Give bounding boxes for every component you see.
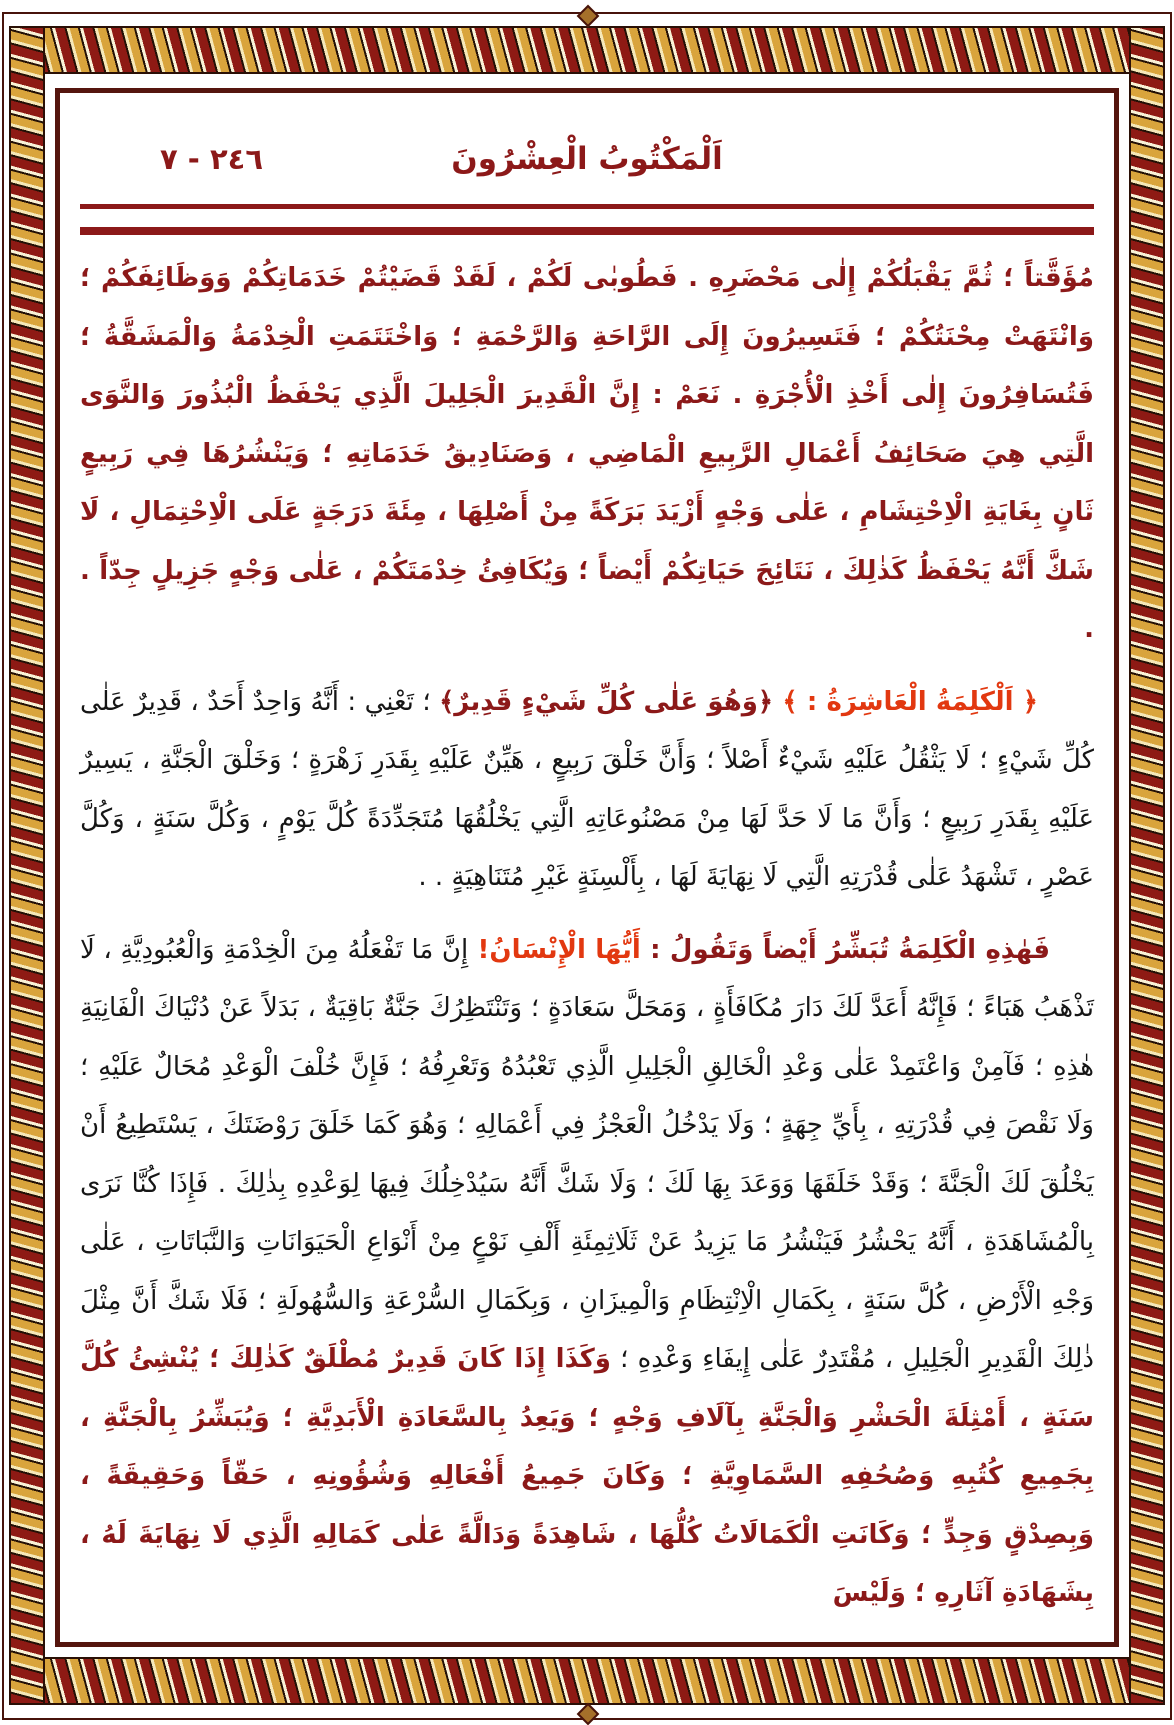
- paragraph: [80, 921, 1094, 1623]
- paragraph: [80, 673, 1094, 907]
- ornamental-border-right: [1129, 26, 1165, 1705]
- diamond-ornament-top: [577, 5, 600, 28]
- text-segment: فَهٰذِهِ الْكَلِمَةُ تُبَشِّرُ أَيْضاً وَتَقُولُ :: [640, 934, 1050, 965]
- text-segment: ﴿وَهُوَ عَلٰى كُلِّ شَيْءٍ قَدِيرٌ﴾: [439, 686, 774, 717]
- ornamental-border-left: [9, 26, 45, 1705]
- text-segment: ﴿ اَلْكَلِمَةُ الْعَاشِرَةُ : ﴾: [773, 686, 1038, 717]
- paragraph: [80, 249, 1094, 659]
- ornamental-border-top: [9, 26, 1165, 74]
- text-segment: إِنَّ مَا تَفْعَلُهُ مِنَ الْخِدْمَةِ وَالْعُبُودِيَّةِ ، لَا تَذْهَبُ هَبَاءً ؛ فَإِنَّهُ أَعَدَّ لَكَ دَارَ مُكَافَأَةٍ ، وَمَحَلَّ سَعَادَةٍ ؛ وَتَنْتَظِرُكَ جَنَّةٌ بَاقِيَةٌ ، بَدَلاً عَنْ دُنْيَاكَ الْفَانِيَةِ هٰذِهِ ؛ فَآمِنْ وَاعْتَمِدْ عَلٰى وَعْدِ الْخَالِقِ الْجَلِيلِ الَّذِي تَعْبُدُهُ وَتَعْرِفُهُ ؛ فَإِنَّ خُلْفَ الْوَعْدِ مُحَالٌ عَلَيْهِ ؛ وَلَا نَقْصَ فِي قُدْرَتِهِ ، بِأَيِّ جِهَةٍ ؛ وَلَا يَدْخُلُ الْعَجْزُ فِي أَعْمَالِهِ ؛ وَهُوَ كَمَا خَلَقَ رَوْضَتَكَ ، يَسْتَطِيعُ أَنْ يَخْلُقَ لَكَ الْجَنَّةَ ؛ وَقَدْ خَلَقَهَا وَوَعَدَ بِهَا لَكَ ؛ وَلَا شَكَّ أَنَّهُ سَيُدْخِلُكَ فِيهَا لِوَعْدِهِ بِذٰلِكَ . فَإِذَا كُنَّا نَرَى بِالْمُشَاهَدَةِ ، أَنَّهُ يَحْشُرُ فَيَنْشُرُ مَا يَزِيدُ عَنْ ثَلَاثِمِئَةِ أَلْفِ نَوْعٍ مِنْ أَنْوَاعِ الْحَيَوَانَاتِ وَالنَّبَاتَاتِ ، عَلٰى وَجْهِ الْأَرْضِ ، كُلَّ سَنَةٍ ، بِكَمَالِ الْاِنْتِظَامِ وَالْمِيزَانِ ، وَبِكَمَالِ السُّرْعَةِ وَالسُّهُولَةِ ؛ فَلَا شَكَّ أَنَّ مِثْلَ ذٰلِكَ الْقَدِيرِ الْجَلِيلِ ، مُقْتَدِرٌ عَلٰى إِيفَاءِ وَعْدِهِ ؛: [80, 934, 1094, 1374]
- page-content: [80, 100, 1094, 1635]
- text-segment: ؛ تَعْنِي : أَنَّهُ وَاحِدٌ أَحَدٌ ، قَدِيرٌ عَلٰى كُلِّ شَيْءٍ ؛ لَا يَثْقُلُ عَلَيْهِ شَيْءٌ أَصْلاً ؛ وَأَنَّ خَلْقَ رَبِيعٍ ، هَيِّنٌ عَلَيْهِ بِقَدَرِ زَهْرَةٍ ؛ وَخَلْقَ الْجَنَّةِ ، يَسِيرٌ عَلَيْهِ بِقَدَرِ رَبِيعٍ ؛ وَأَنَّ مَا لَا حَدَّ لَهَا مِنْ مَصْنُوعَاتِهِ الَّتِي يَخْلُقُهَا مُتَجَدِّدَةً كُلَّ يَوْمٍ ، وَكُلَّ سَنَةٍ ، وَكُلَّ عَصْرٍ ، تَشْهَدُ عَلٰى قُدْرَتِهِ الَّتِي لَا نِهَايَةَ لَهَا ، بِأَلْسِنَةٍ غَيْرِ مُتَنَاهِيَةٍ . .: [80, 686, 1094, 892]
- ornamental-border-bottom: [9, 1657, 1165, 1705]
- diamond-ornament-bottom: [577, 1703, 600, 1725]
- text-segment: مُؤَقَّتاً ؛ ثُمَّ يَقْبَلُكُمْ إِلٰى مَحْضَرِهِ . فَطُوبٰى لَكُمْ ، لَقَدْ قَضَيْتُمْ خَدَمَاتِكُمْ وَوَظَائِفَكُمْ ؛ وَانْتَهَتْ مِحْنَتُكُمْ ؛ فَتَسِيرُونَ إِلَى الرَّاحَةِ وَالرَّحْمَةِ ؛ وَاخْتَتَمَتِ الْخِدْمَةُ وَالْمَشَقَّةُ ؛ فَتُسَافِرُونَ إِلٰى أَخْذِ الْأُجْرَةِ . نَعَمْ : إِنَّ الْقَدِيرَ الْجَلِيلَ الَّذِي يَحْفَظُ الْبُذُورَ وَالنَّوَى الَّتِي هِيَ صَحَائِفُ أَعْمَالِ الرَّبِيعِ الْمَاضِي ، وَصَنَادِيقُ خَدَمَاتِهِ ؛ وَيَنْشُرُهَا فِي رَبِيعٍ ثَانٍ بِغَايَةِ الْاِحْتِشَامِ ، عَلٰى وَجْهٍ أَزْيَدَ بَرَكَةً مِنْ أَصْلِهَا ، مِئَةَ دَرَجَةٍ عَلَى الْاِحْتِمَالِ ، لَا شَكَّ أَنَّهُ يَحْفَظُ كَذٰلِكَ ، نَتَائِجَ حَيَاتِكُمْ أَيْضاً ؛ وَيُكَافِئُ خِدْمَتَكُمْ ، عَلٰى وَجْهٍ جَزِيلٍ جِدّاً . .: [80, 263, 1094, 644]
- text-segment: وَكَذَا إِذَا كَانَ قَدِيرٌ مُطْلَقٌ كَذٰلِكَ ؛ يُنْشِئُ كُلَّ سَنَةٍ ، أَمْثِلَةَ الْحَشْرِ وَالْجَنَّةِ بِآلَافِ وَجْهٍ ؛ وَيَعِدُ بِالسَّعَادَةِ الْأَبَدِيَّةِ ؛ وَيُبَشِّرُ بِالْجَنَّةِ ، بِجَمِيعِ كُتُبِهِ وَصُحُفِهِ السَّمَاوِيَّةِ ؛ وَكَانَ جَمِيعُ أَفْعَالِهِ وَشُؤُونِهِ ، حَقّاً وَحَقِيقَةً ، وَبِصِدْقٍ وَجِدٍّ ؛ وَكَانَتِ الْكَمَالَاتُ كُلُّهَا ، شَاهِدَةً وَدَالَّةً عَلٰى كَمَالِهِ الَّذِي لَا نِهَايَةَ لَهُ ، بِشَهَادَةِ آثَارِهِ ؛ وَلَيْسَ: [80, 1344, 1094, 1608]
- page-header: [80, 126, 1094, 192]
- double-rule-divider: [80, 204, 1094, 235]
- text-segment: أَيُّهَا الْإِنْسَانُ!: [468, 934, 641, 965]
- page-title: اَلْمَكْتُوبُ الْعِشْرُونَ: [451, 141, 723, 177]
- body-text: [80, 249, 1094, 1623]
- page-number: ٢٤٦ - ٧: [160, 142, 264, 176]
